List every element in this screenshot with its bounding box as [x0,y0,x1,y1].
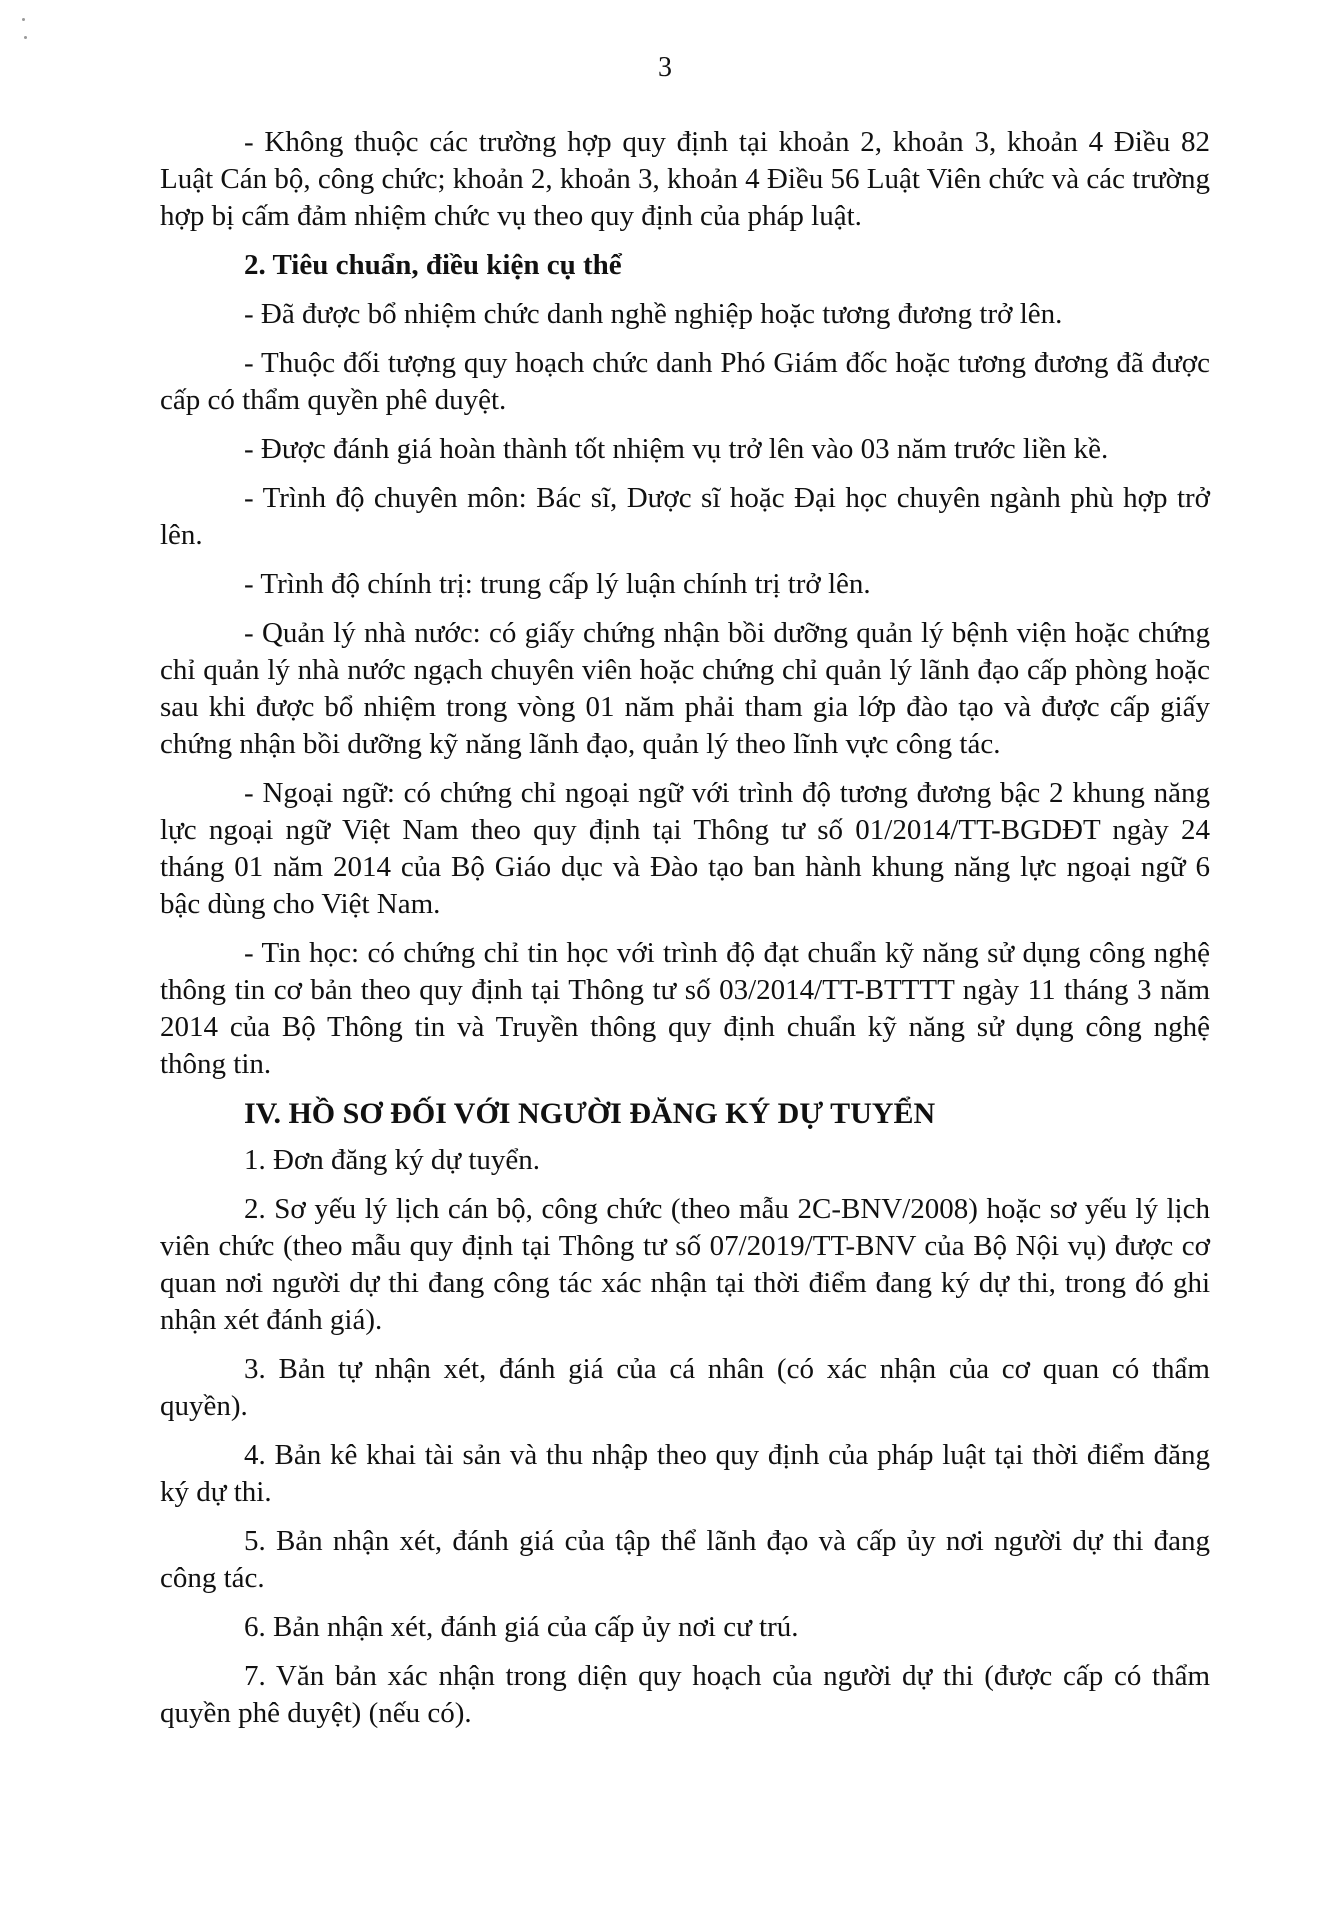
paragraph: - Tin học: có chứng chỉ tin học với trình độ đạt chuẩn kỹ năng sử dụng công nghệ thông tin cơ bản theo quy định tại Thông tư số 03/2014/TT-BTTTT ngày 11 tháng 3 năm 2014 của Bộ Thông tin và Truyền thông quy định chuẩn kỹ năng sử dụng công nghệ thông tin. [160,937,1210,1080]
paragraph: - Được đánh giá hoàn thành tốt nhiệm vụ trở lên vào 03 năm trước liền kề. [244,433,1109,465]
paragraph: 1. Đơn đăng ký dự tuyển. [244,1144,541,1176]
paragraph: - Quản lý nhà nước: có giấy chứng nhận bồi dưỡng quản lý bệnh viện hoặc chứng chỉ quản lý nhà nước ngạch chuyên viên hoặc chứng chỉ quản lý lãnh đạo cấp phòng hoặc sau khi được bổ nhiệm trong vòng 01 năm phải tham gia lớp đào tạo và được cấp giấy chứng nhận bồi dưỡng kỹ năng lãnh đạo, quản lý theo lĩnh vực công tác. [160,617,1210,760]
paragraph: - Không thuộc các trường hợp quy định tại khoản 2, khoản 3, khoản 4 Điều 82 Luật Cán bộ, công chức; khoản 2, khoản 3, khoản 4 Điều 56 Luật Viên chức và các trường hợp bị cấm đảm nhiệm chức vụ theo quy định của pháp luật. [160,126,1210,232]
paragraph: 6. Bản nhận xét, đánh giá của cấp ủy nơi cư trú. [244,1611,799,1643]
paragraph: 7. Văn bản xác nhận trong diện quy hoạch của người dự thi (được cấp có thẩm quyền phê duyệt) (nếu có). [160,1660,1210,1729]
paragraph: - Ngoại ngữ: có chứng chỉ ngoại ngữ với trình độ tương đương bậc 2 khung năng lực ngoại ngữ Việt Nam theo quy định tại Thông tư số 01/2014/TT-BGDĐT ngày 24 tháng 01 năm 2014 của Bộ Giáo dục và Đào tạo ban hành khung năng lực ngoại ngữ 6 bậc dùng cho Việt Nam. [160,777,1210,920]
paragraph: 5. Bản nhận xét, đánh giá của tập thể lãnh đạo và cấp ủy nơi người dự thi đang công tác. [160,1525,1210,1594]
section-heading: 2. Tiêu chuẩn, điều kiện cụ thể [244,249,622,281]
scan-speck [24,36,27,39]
chapter-heading: IV. HỒ SƠ ĐỐI VỚI NGƯỜI ĐĂNG KÝ DỰ TUYỂN [244,1097,936,1130]
paragraph: 4. Bản kê khai tài sản và thu nhập theo quy định của pháp luật tại thời điểm đăng ký dự thi. [160,1439,1210,1508]
paragraph: - Đã được bổ nhiệm chức danh nghề nghiệp hoặc tương đương trở lên. [244,298,1063,330]
document-body [160,124,1210,1744]
paragraph: 2. Sơ yếu lý lịch cán bộ, công chức (theo mẫu 2C-BNV/2008) hoặc sơ yếu lý lịch viên chức (theo mẫu quy định tại Thông tư số 07/2019/TT-BNV của Bộ Nội vụ) được cơ quan nơi người dự thi đang công tác xác nhận tại thời điểm đang ký dự thi, trong đó ghi nhận xét đánh giá). [160,1193,1210,1336]
paragraph: 3. Bản tự nhận xét, đánh giá của cá nhân (có xác nhận của cơ quan có thẩm quyền). [160,1353,1210,1422]
scan-speck [22,18,25,21]
page-number: 3 [658,52,672,83]
paragraph: - Thuộc đối tượng quy hoạch chức danh Phó Giám đốc hoặc tương đương đã được cấp có thẩm quyền phê duyệt. [160,347,1210,416]
paragraph: - Trình độ chuyên môn: Bác sĩ, Dược sĩ hoặc Đại học chuyên ngành phù hợp trở lên. [160,482,1210,551]
paragraph: - Trình độ chính trị: trung cấp lý luận chính trị trở lên. [244,568,871,600]
